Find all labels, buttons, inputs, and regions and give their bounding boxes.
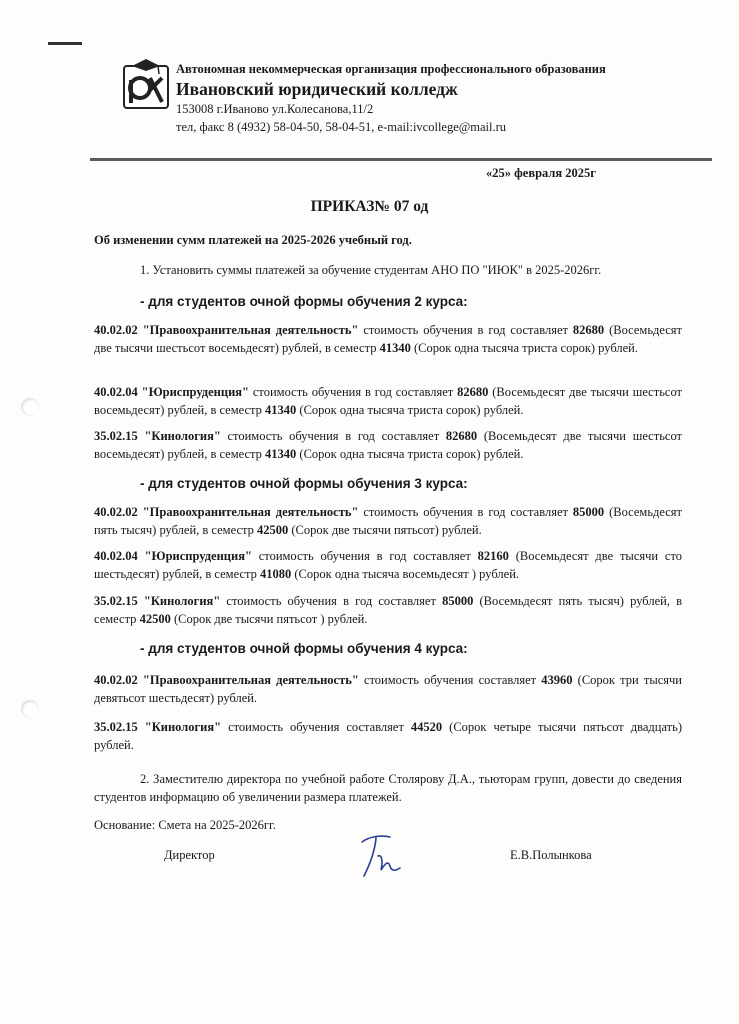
amount-per-year: 85000 [442,594,474,608]
director-name: Е.В.Полынкова [510,848,592,862]
program-code: 40.02.02 [94,673,138,687]
amount-per-year: 43960 [541,673,573,687]
section-heading-year-4: - для студентов очной формы обучения 4 курса: [140,641,468,656]
program-code: 40.02.04 [94,385,138,399]
program-name: "Правоохранительная деятельность" [142,323,359,337]
letterhead-divider [90,158,712,161]
tuition-entry: 40.02.02 "Правоохранительная деятельность" стоимость обучения в год составляет 82680 (Восемьдесят две тысячи шестьсот восемьдесят) рублей, в семестр 41340 (Сорок одна тысяча триста сорок) рублей. [94,323,683,355]
amount-per-year: 44520 [410,720,443,734]
amount-per-semester: 41340 [265,402,297,417]
program-name: "Правоохранительная деятельность" [142,673,359,687]
program-code: 40.02.02 [94,505,138,519]
amount-per-semester: 42500 [257,522,289,537]
program-name: "Юриспруденция" [144,549,252,563]
section-heading-year-3: - для студентов очной формы обучения 3 курса: [140,476,468,491]
director-label: Директор [164,848,215,862]
tuition-entry: 40.02.02 "Правоохранительная деятельность" стоимость обучения составляет 43960 (Сорок три тысячи девятьсот шестьдесят) рублей. [94,673,682,705]
program-name: "Кинология" [143,594,221,608]
program-name: "Юриспруденция" [141,385,249,399]
college-address: 153008 г.Иваново ул.Колесанова,11/2 [176,102,374,116]
college-contacts: тел, факс 8 (4932) 58-04-50, 58-04-51, e-mail:ivcollege@mail.ru [176,120,507,134]
amount-per-year: 82680 [572,323,605,337]
amount-per-year: 82680 [457,385,489,399]
order-subject: Об изменении сумм платежей на 2025-2026 учебный год. [94,233,412,247]
tuition-entry: 35.02.15 "Кинология" стоимость обучения в год составляет 82680 (Восемьдесят две тысячи шестьсот восемьдесят) рублей, в семестр 41340 (Сорок одна тысяча триста сорок) рублей. [94,429,682,461]
program-code: 40.02.04 [94,549,138,563]
tuition-entry: 35.02.15 "Кинология" стоимость обучения составляет 44520 (Сорок четыре тысячи пятьсот двадцать) рублей. [94,720,683,752]
tuition-entry: 40.02.02 "Правоохранительная деятельность" стоимость обучения в год составляет 85000 (Восемьдесят пять тысяч) рублей, в семестр 42500 (Сорок две тысячи пятьсот) рублей. [94,505,683,537]
program-name: "Кинология" [144,429,221,443]
punch-hole-upper [21,398,39,416]
order-item-1: 1. Установить суммы платежей за обучение студентам АНО ПО "ИЮК" в 2025-2026гг. [140,263,602,277]
tuition-entry: 35.02.15 "Кинология" стоимость обучения в год составляет 85000 (Восемьдесят пять тысяч) рублей, в семестр 42500 (Сорок две тысячи пятьсот ) рублей. [94,594,682,626]
program-code: 40.02.02 [94,323,138,337]
amount-per-year: 82160 [477,549,509,563]
scan-corner-mark [48,42,82,45]
program-name: "Правоохранительная деятельность" [142,505,359,519]
amount-per-semester: 41340 [379,340,411,355]
organization-type: Автономная некоммерческая организация профессионального образования [176,62,606,76]
handwritten-signature [356,832,416,880]
program-code: 35.02.15 [94,594,138,608]
amount-per-semester: 41340 [265,446,297,461]
amount-per-semester: 41080 [260,566,292,581]
punch-hole-lower [21,700,39,718]
college-name: Ивановский юридический колледж [176,79,458,99]
section-heading-year-2: - для студентов очной формы обучения 2 курса: [140,294,468,309]
amount-per-year: 82680 [445,429,478,443]
amount-per-year: 85000 [572,505,605,519]
tuition-entry: 40.02.04 "Юриспруденция" стоимость обучения в год составляет 82160 (Восемьдесят две тысячи сто шестьдесят) рублей, в семестр 41080 (Сорок одна тысяча восемьдесят ) рублей. [94,549,683,581]
program-name: "Кинология" [144,720,222,734]
order-item-2: 2. Заместителю директора по учебной работе Столярову Д.А., тьюторам групп, довести до сведения студентов информацию об увеличении размера платежей. [94,772,682,804]
program-code: 35.02.15 [94,720,138,734]
tuition-entry: 40.02.04 "Юриспруденция" стоимость обучения в год составляет 82680 (Восемьдесят две тысячи шестьсот восемьдесят) рублей, в семестр 41340 (Сорок одна тысяча триста сорок) рублей. [94,385,682,417]
program-code: 35.02.15 [94,429,138,443]
order-basis: Основание: Смета на 2025-2026гг. [94,818,276,832]
order-date: «25» февраля 2025г [486,166,596,180]
order-title: ПРИКАЗ№ 07 од [310,198,429,215]
amount-per-semester: 42500 [139,611,171,626]
college-monogram-logo [122,58,170,110]
